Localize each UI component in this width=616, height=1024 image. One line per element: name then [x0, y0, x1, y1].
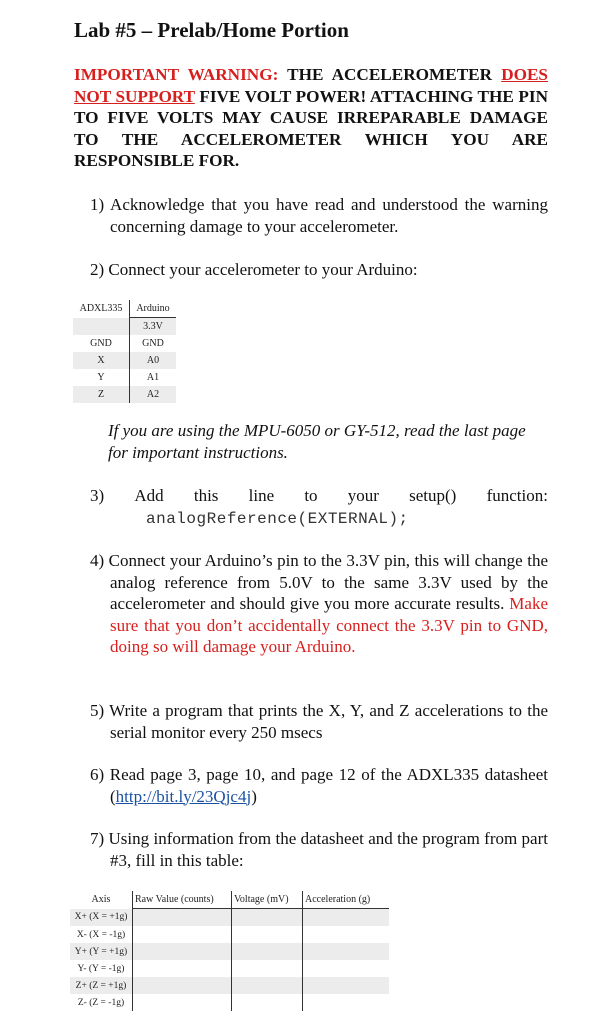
mpu6050-note: If you are using the MPU-6050 or GY-512, read the last page for important instructions. [108, 421, 526, 462]
step-4 [90, 550, 548, 658]
raw-value-cell[interactable] [133, 960, 232, 977]
pin-header-adxl: ADXL335 [79, 303, 123, 315]
step-3-word-line: line [248, 486, 275, 505]
header-axis: Axis [91, 894, 111, 906]
pin-cell: Y [97, 372, 105, 383]
datasheet-link[interactable]: http://bit.ly/23Qjc4j [115, 786, 252, 806]
voltage-cell[interactable] [232, 960, 303, 977]
code-line [146, 507, 548, 531]
step-4-text: 4) Connect your Arduino’s pin to the 3.3V pin, this will change the analog reference from 5.0V to the same 3.3V used by the accelerometer and should give you more accurate results. [90, 551, 548, 613]
step-4-warning: Make sure that you don’t accidentally connect the 3.3V pin to GND, doing so will damage your Arduino. [110, 594, 548, 656]
table-row [70, 960, 389, 977]
step-3-word-to: to [304, 486, 318, 505]
pin-cell: X [73, 352, 130, 369]
acceleration-table [70, 891, 389, 1011]
table-row [70, 994, 389, 1011]
table-row [70, 926, 389, 943]
pin-cell: A0 [130, 352, 177, 369]
warning-paragraph [74, 64, 548, 172]
step-3-word-setup: setup() [409, 486, 457, 505]
header-acceleration: Acceleration (g) [303, 891, 390, 909]
table-row [73, 318, 176, 336]
table-row [73, 335, 176, 352]
table-row [73, 386, 176, 403]
step-3-word-add: Add [134, 486, 164, 505]
raw-value-cell[interactable] [133, 943, 232, 960]
pin-cell: A2 [130, 386, 177, 403]
step-3 [90, 485, 548, 530]
acceleration-cell[interactable] [303, 909, 390, 927]
warning-does-not-support: DOES NOT SUPPORT [74, 65, 548, 106]
warning-label: IMPORTANT WARNING: [74, 65, 279, 84]
voltage-cell[interactable] [232, 909, 303, 927]
pin-cell: 3.3V [130, 318, 177, 336]
table-row [70, 909, 389, 927]
pin-table-header [73, 300, 176, 318]
step-3-word-function: function: [486, 486, 548, 505]
pin-cell [73, 318, 130, 336]
code-snippet: analogReference(EXTERNAL); [146, 509, 409, 528]
axis-cell: Y- (Y = -1g) [77, 963, 125, 974]
step-5: 5) Write a program that prints the X, Y, and Z accelerations to the serial monitor every 250 msecs [90, 701, 548, 742]
raw-value-cell[interactable] [133, 909, 232, 927]
raw-value-cell[interactable] [133, 926, 232, 943]
step-3-line [90, 485, 548, 507]
page-title: Lab #5 – Prelab/Home Portion [74, 18, 349, 42]
pin-cell: Z [73, 386, 130, 403]
step-3-number: 3) [90, 486, 105, 505]
axis-cell: X- (X = -1g) [76, 929, 126, 940]
voltage-cell[interactable] [232, 977, 303, 994]
step-1: 1) Acknowledge that you have read and understood the warning concerning damage to your accelerometer. [90, 195, 548, 236]
step-6-text: 6) Read page 3, page 10, and page 12 of the ADXL335 datasheet ( [90, 765, 548, 806]
axis-cell: X+ (X = +1g) [70, 909, 133, 927]
step-3-word-this: this [193, 486, 219, 505]
table-row [70, 943, 389, 960]
raw-value-cell[interactable] [133, 994, 232, 1011]
acceleration-cell[interactable] [303, 943, 390, 960]
step-3-word-your: your [347, 486, 379, 505]
acceleration-cell[interactable] [303, 994, 390, 1011]
raw-value-cell[interactable] [133, 977, 232, 994]
voltage-cell[interactable] [232, 943, 303, 960]
pin-cell: GND [130, 335, 177, 352]
header-raw-value: Raw Value (counts) [133, 891, 232, 909]
data-table-header [70, 891, 389, 909]
axis-cell: Z+ (Z = +1g) [70, 977, 133, 994]
acceleration-cell[interactable] [303, 960, 390, 977]
step-7: 7) Using information from the datasheet and the program from part #3, fill in this table: [90, 829, 548, 870]
pin-cell: A1 [130, 369, 177, 386]
voltage-cell[interactable] [232, 926, 303, 943]
voltage-cell[interactable] [232, 994, 303, 1011]
table-row [73, 369, 176, 386]
step-6 [90, 764, 548, 807]
table-row [70, 977, 389, 994]
pin-connection-table [73, 300, 176, 403]
acceleration-cell[interactable] [303, 926, 390, 943]
warning-text-2: FIVE VOLT POWER! ATTACHING THE PIN TO FIVE VOLTS MAY CAUSE IRREPARABLE DAMAGE TO THE ACCELEROMETER WHICH YOU ARE RESPONSIBLE FOR. [74, 86, 548, 170]
axis-cell: Z- (Z = -1g) [77, 997, 125, 1008]
pin-cell: GND [90, 338, 112, 349]
warning-text-1: THE ACCELEROMETER [278, 65, 502, 84]
header-voltage: Voltage (mV) [232, 891, 303, 909]
step-6-close: ) [251, 786, 257, 806]
table-row [73, 352, 176, 369]
pin-header-arduino: Arduino [130, 300, 177, 318]
acceleration-cell[interactable] [303, 977, 390, 994]
axis-cell: Y+ (Y = +1g) [70, 943, 133, 960]
step-2: 2) Connect your accelerometer to your Arduino: [90, 260, 418, 279]
